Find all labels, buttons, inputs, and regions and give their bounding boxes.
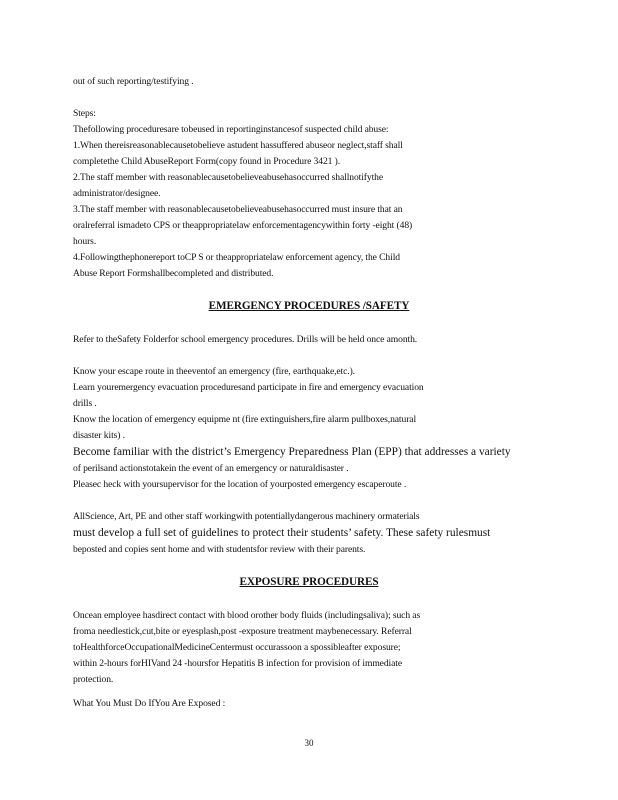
body-text-line: Refer to theSafety Folderfor school emergency procedures. Drills will be held once amonth. <box>73 334 418 345</box>
body-text-line: within 2-hours forHIVand 24 -hoursfor Hepatitis B infection for provision of immediate <box>73 658 402 669</box>
step-3-text: oralreferral ismadeto CPS or theappropriatelaw enforcementagencywithin forty -eight (48) <box>73 220 413 231</box>
step-1-text: completethe Child AbuseReport Form(copy found in Procedure 3421 ). <box>73 156 341 167</box>
body-text-line: Oncean employee hasdirect contact with blood orother body fluids (includingsaliva); such as <box>73 610 421 621</box>
step-2-text: 2.The staff member with reasonablecausetobelieveabusehasoccurred shallnotifythe <box>73 172 383 183</box>
step-4-text: 4.Followingthephonereport toCP S or theappropriatelaw enforcement agency, the Child <box>73 252 400 263</box>
body-text-line: disaster kits) . <box>73 430 125 441</box>
body-text-line: Know your escape route in theeventof an emergency (fire, earthquake,etc.). <box>73 366 355 377</box>
body-text-line: beposted and copies sent home and with studentsfor review with their parents. <box>73 544 366 555</box>
step-2-text: administrator/designee. <box>73 188 161 199</box>
step-3-text: hours. <box>73 236 97 247</box>
body-text-line: toHealthforceOccupationalMedicineCentermust occurassoon a spossibleafter exposure; <box>73 642 401 653</box>
section-heading-exposure: EXPOSURE PROCEDURES <box>239 576 379 588</box>
page-number: 30 <box>304 738 314 748</box>
body-text-line: AllScience, Art, PE and other staff workingwith potentiallydangerous machinery ormaterials <box>73 511 420 522</box>
body-text-line: out of such reporting/testifying . <box>73 76 194 87</box>
body-text-line: Thefollowing proceduresare tobeused in reportinginstancesof suspected child abuse: <box>73 124 389 135</box>
section-heading-emergency: EMERGENCY PROCEDURES /SAFETY <box>208 300 410 312</box>
body-text-line: Learn youremergency evacuation proceduresand participate in fire and emergency evacuation <box>73 382 424 393</box>
body-text-line: froma needlestick,cut,bite or eyesplash,post -exposure treatment maybenecessary. Referral <box>73 626 412 637</box>
body-text-line: Become familiar with the district’s Emergency Preparedness Plan (EPP) that addresses a variety <box>73 446 511 458</box>
body-text-line: must develop a full set of guidelines to protect their students’ safety. These safety rulesmust <box>73 527 491 539</box>
body-text-line: of perilsand actionstotakein the event of an emergency or naturaldisaster . <box>73 463 349 474</box>
body-text-line: Know the location of emergency equipme nt (fire extinguishers,fire alarm pullboxes,natural <box>73 414 417 425</box>
step-3-text: 3.The staff member with reasonablecausetobelieveabusehasoccurred must insure that an <box>73 204 403 215</box>
body-text-line: drills . <box>73 398 97 409</box>
body-text-line: protection. <box>73 674 114 685</box>
steps-label: Steps: <box>73 108 96 119</box>
step-4-text: Abuse Report Formshallbecompleted and distributed. <box>73 268 274 279</box>
body-text-line: Pleasec heck with yoursupervisor for the location of yourposted emergency escaperoute . <box>73 479 407 490</box>
step-1-text: 1.When thereisreasonablecausetobelieve astudent hassuffered abuseor neglect,staff shall <box>73 140 403 151</box>
body-text-line: What You Must Do IfYou Are Exposed : <box>73 698 226 709</box>
